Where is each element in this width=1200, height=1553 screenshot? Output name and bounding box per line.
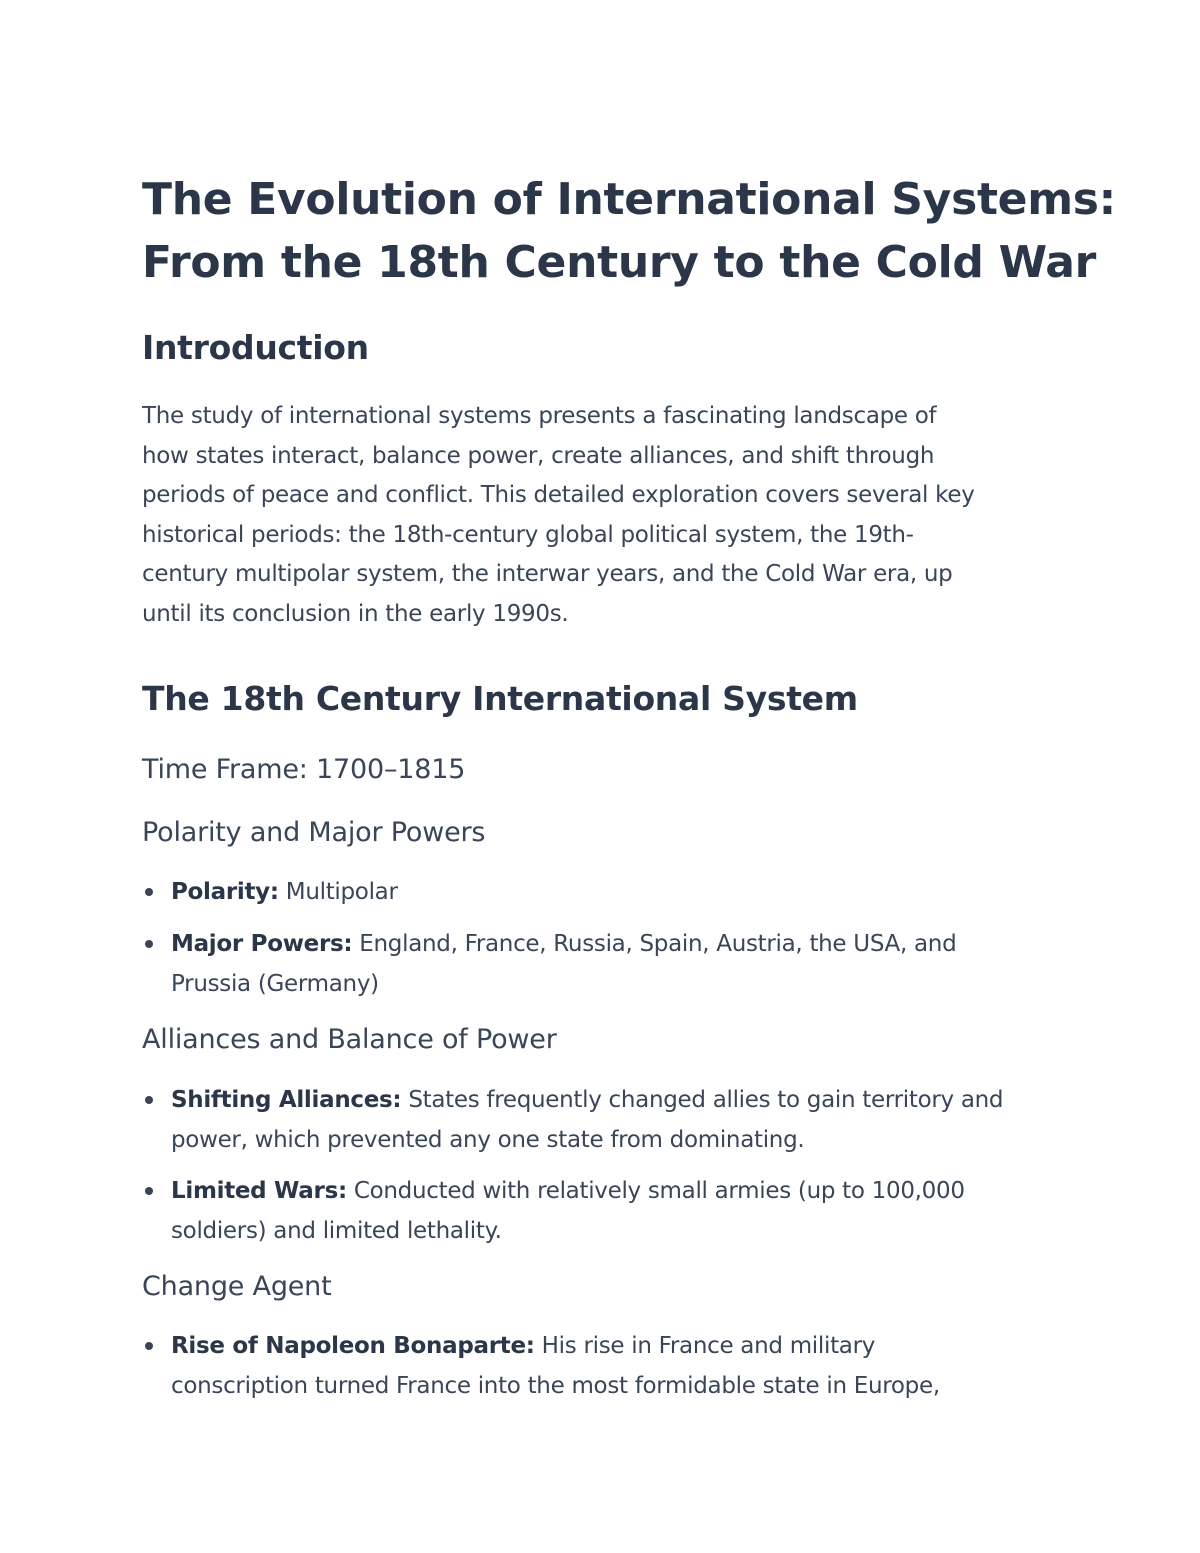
introduction-heading: Introduction bbox=[142, 328, 369, 367]
list-item bbox=[142, 1080, 1062, 1160]
bullet-icon bbox=[145, 1096, 153, 1104]
introduction-line: historical periods: the 18th-century global political system, the 19th- bbox=[142, 521, 914, 548]
document-title-line-2: From the 18th Century to the Cold War bbox=[142, 237, 1097, 288]
list-item-label: Polarity: bbox=[171, 878, 279, 905]
change-agent-list bbox=[142, 1326, 1062, 1406]
introduction-line: until its conclusion in the early 1990s. bbox=[142, 600, 569, 627]
document-title bbox=[142, 168, 1116, 294]
list-item-text: Conducted with relatively small armies (up to 100,000 bbox=[346, 1177, 965, 1204]
list-item-label: Major Powers: bbox=[171, 930, 353, 957]
list-item-text: States frequently changed allies to gain territory and bbox=[401, 1086, 1004, 1113]
document-title-line-1: The Evolution of International Systems: bbox=[142, 174, 1116, 225]
list-item bbox=[142, 872, 1062, 912]
change-agent-heading: Change Agent bbox=[142, 1270, 332, 1302]
introduction-line: periods of peace and conflict. This detailed exploration covers several key bbox=[142, 482, 975, 509]
list-item bbox=[142, 924, 1062, 1004]
bullet-icon bbox=[145, 940, 153, 948]
list-item-text: His rise in France and military bbox=[534, 1332, 876, 1359]
list-item-text: Prussia (Germany) bbox=[171, 970, 379, 997]
document-page bbox=[142, 168, 1116, 1406]
list-item-text: Multipolar bbox=[278, 878, 398, 905]
introduction-line: how states interact, balance power, create alliances, and shift through bbox=[142, 442, 935, 469]
bullet-icon bbox=[145, 1187, 153, 1195]
list-item-text: soldiers) and limited lethality. bbox=[171, 1217, 502, 1244]
introduction-paragraph bbox=[142, 397, 1062, 635]
list-item-label: Rise of Napoleon Bonaparte: bbox=[171, 1332, 535, 1359]
introduction-line: century multipolar system, the interwar years, and the Cold War era, up bbox=[142, 561, 953, 588]
alliances-list bbox=[142, 1080, 1062, 1251]
bullet-icon bbox=[145, 888, 153, 896]
list-item-text: conscription turned France into the most formidable state in Europe, bbox=[171, 1372, 940, 1399]
bullet-icon bbox=[145, 1342, 153, 1350]
list-item-text: England, France, Russia, Spain, Austria, the USA, and bbox=[352, 930, 957, 957]
time-frame-heading: Time Frame: 1700–1815 bbox=[142, 753, 466, 785]
introduction-line: The study of international systems presents a fascinating landscape of bbox=[142, 403, 937, 429]
section-18th-century-heading: The 18th Century International System bbox=[142, 678, 858, 718]
polarity-list bbox=[142, 872, 1062, 1004]
list-item-text: power, which prevented any one state from dominating. bbox=[171, 1126, 805, 1153]
list-item bbox=[142, 1171, 1062, 1251]
list-item-label: Limited Wars: bbox=[171, 1177, 347, 1204]
list-item-label: Shifting Alliances: bbox=[171, 1086, 402, 1113]
alliances-heading: Alliances and Balance of Power bbox=[142, 1023, 557, 1055]
polarity-heading: Polarity and Major Powers bbox=[142, 816, 486, 848]
list-item bbox=[142, 1326, 1062, 1406]
